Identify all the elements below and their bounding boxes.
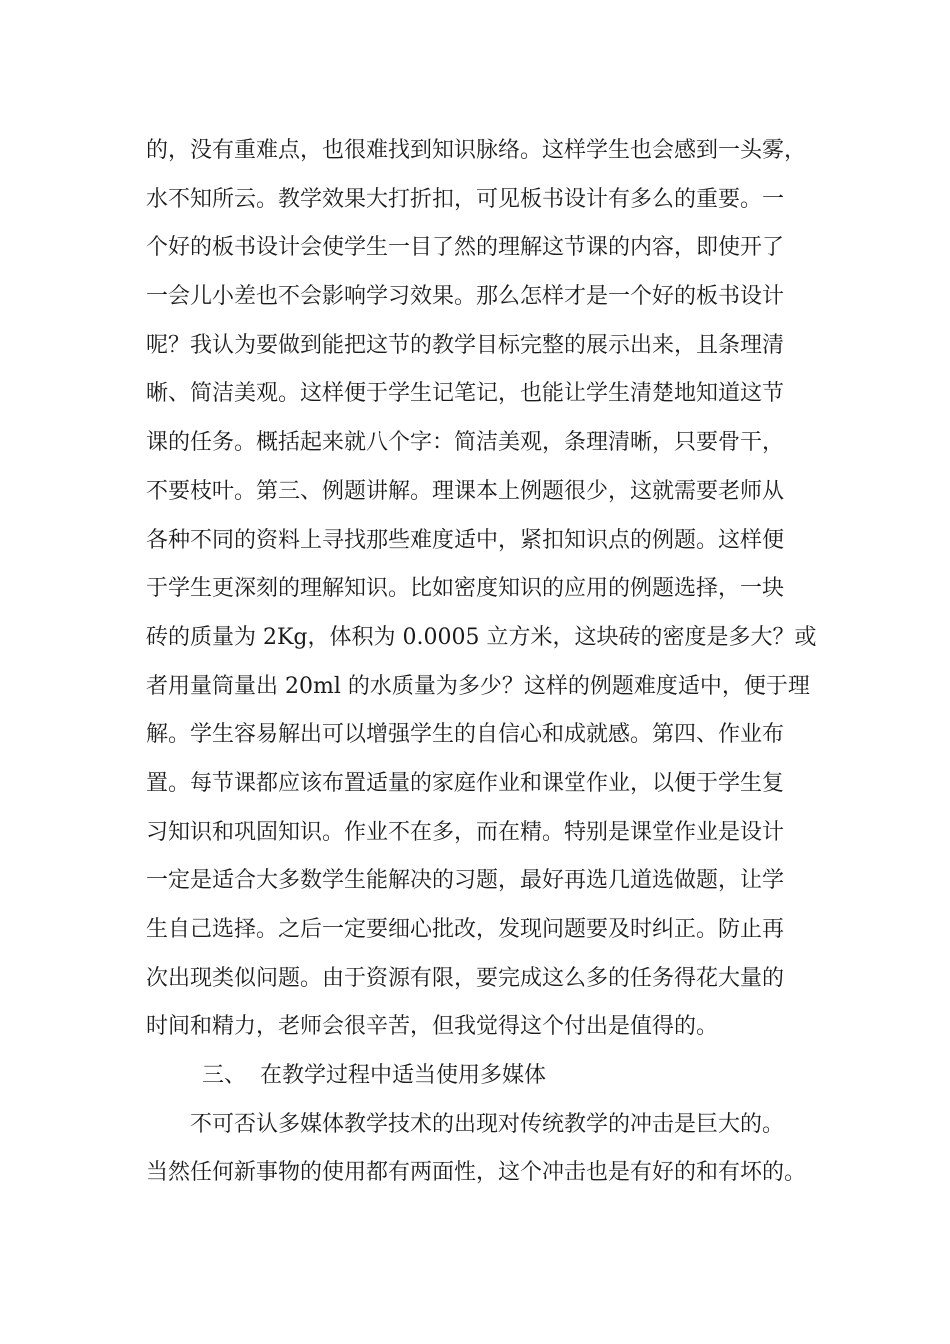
text-line: 解。学生容易解出可以增强学生的自信心和成就感。第四、作业布	[146, 722, 785, 748]
text-line: 晰、简洁美观。这样便于学生记笔记，也能让学生清楚地知道这节	[146, 381, 785, 407]
text-line: 个好的板书设计会使学生一目了然的理解这节课的内容，即使开了	[146, 235, 785, 261]
body-text	[146, 132, 826, 1203]
text-line: 当然任何新事物的使用都有两面性，这个冲击也是有好的和有坏的。	[146, 1160, 807, 1186]
text-line: 时间和精力，老师会很辛苦，但我觉得这个付出是值得的。	[146, 1014, 719, 1040]
text-line: 次出现类似问题。由于资源有限，要完成这么多的任务得花大量的	[146, 965, 785, 991]
text-line: 不要枝叶。第三、例题讲解。理课本上例题很少，这就需要老师从	[146, 478, 785, 504]
text-line: 呢？我认为要做到能把这节的教学目标完整的展示出来，且条理清	[146, 332, 785, 358]
text-line: 的，没有重难点，也很难找到知识脉络。这样学生也会感到一头雾，	[146, 138, 807, 163]
text-line: 各种不同的资料上寻找那些难度适中，紧扣知识点的例题。这样便	[146, 527, 785, 553]
section-number: 三、	[202, 1063, 247, 1089]
text-line: 于学生更深刻的理解知识。比如密度知识的应用的例题选择，一块	[146, 576, 785, 602]
text-line: 置。每节课都应该布置适量的家庭作业和课堂作业，以便于学生复	[146, 770, 785, 796]
text-line: 不可否认多媒体教学技术的出现对传统教学的冲击是巨大的。	[190, 1111, 785, 1137]
text-line: 砖的质量为 2Kg，体积为 0.0005 立方米，这块砖的密度是多大？或	[146, 624, 817, 650]
text-line: 一定是适合大多数学生能解决的习题，最好再选几道选做题，让学	[146, 868, 785, 894]
text-line: 一会儿小差也不会影响学习效果。那么怎样才是一个好的板书设计	[146, 284, 785, 310]
section-title: 在教学过程中适当使用多媒体	[260, 1063, 547, 1089]
section-heading	[146, 1057, 826, 1106]
text-line: 习知识和巩固知识。作业不在多，而在精。特别是课堂作业是设计	[146, 819, 785, 845]
text-line: 课的任务。概括起来就八个字：简洁美观，条理清晰，只要骨干，	[146, 430, 785, 456]
text-line: 者用量筒量出 20ml 的水质量为多少？这样的例题难度适中，便于理	[146, 673, 810, 699]
text-line: 水不知所云。教学效果大打折扣，可见板书设计有多么的重要。一	[146, 186, 785, 212]
text-line: 生自己选择。之后一定要细心批改，发现问题要及时纠正。防止再	[146, 917, 785, 942]
